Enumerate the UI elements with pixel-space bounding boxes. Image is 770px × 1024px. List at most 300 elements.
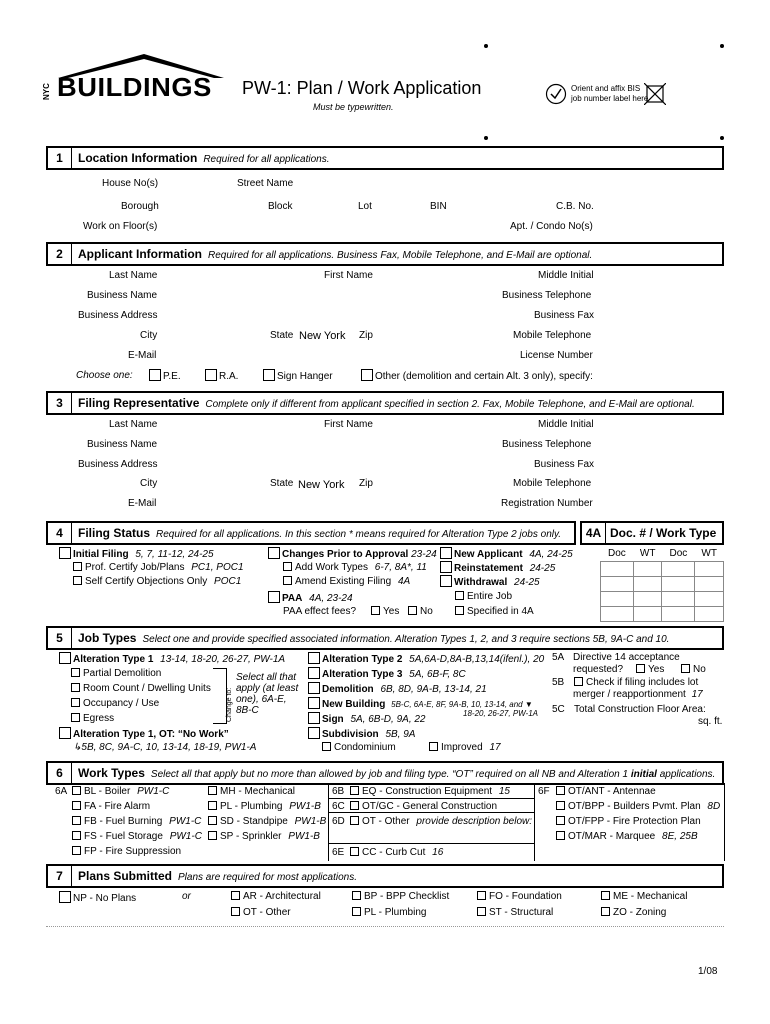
divider — [328, 812, 534, 813]
withdrawal-option[interactable] — [440, 575, 540, 588]
option-ref: 6B, 8D, 9A-B, 13-14, 21 — [380, 684, 487, 695]
5a-no[interactable] — [681, 664, 706, 675]
section-6-header — [46, 761, 724, 785]
np-option[interactable] — [59, 891, 136, 904]
eq-option[interactable] — [350, 786, 510, 797]
checkbox[interactable] — [352, 907, 361, 916]
option-label: NP - No Plans — [73, 893, 137, 904]
section-number: 2 — [48, 244, 72, 264]
checkbox[interactable] — [350, 816, 359, 825]
sign-option[interactable] — [308, 712, 426, 725]
option-label: OT - Other — [362, 816, 410, 827]
checkbox[interactable] — [308, 667, 320, 679]
checkbox[interactable] — [231, 891, 240, 900]
initial-filing-option[interactable] — [59, 547, 214, 560]
fo-option[interactable] — [477, 891, 562, 902]
section-note: Required for all applications. Business Fax, Mobile Telephone, and E-Mail are optional. — [208, 250, 593, 261]
section-title: Filing Representative — [78, 396, 200, 410]
5a-label: 5A — [552, 652, 565, 663]
paa-fee-label: PAA effect fees? — [283, 606, 357, 617]
section-title: Plans Submitted — [78, 869, 173, 883]
checkbox[interactable] — [308, 727, 320, 739]
section-5-header — [46, 626, 724, 650]
option-label: Alteration Type 1, OT: “No Work” — [73, 729, 229, 740]
reinstatement-option[interactable] — [440, 561, 555, 574]
option-label: OT/GC - General Construction — [362, 801, 498, 812]
option-ref: 5A,6A-D,8A-B,13,14(ifenl.), 20 — [409, 654, 545, 665]
checkbox[interactable] — [72, 846, 81, 855]
self-certify-option[interactable] — [73, 576, 241, 587]
checkbox[interactable] — [71, 683, 80, 692]
zip-label: Zip — [359, 478, 373, 489]
or-label: or — [182, 891, 191, 902]
demolition-option[interactable] — [308, 682, 487, 695]
checkbox[interactable] — [455, 591, 464, 600]
checkbox[interactable] — [283, 576, 292, 585]
option-label: Demolition — [322, 684, 374, 695]
checkbox[interactable] — [350, 801, 359, 810]
option-label: Amend Existing Filing — [295, 576, 392, 587]
bullet-dot — [484, 44, 488, 48]
cb-label: C.B. No. — [556, 201, 594, 212]
checkbox[interactable] — [440, 561, 452, 573]
house-no-label: House No(s) — [102, 178, 159, 189]
specified-4a-option[interactable] — [455, 606, 534, 617]
option-label: OT - Other — [243, 907, 291, 918]
option-label: P.E. — [163, 371, 181, 382]
condominium-option[interactable] — [322, 742, 396, 753]
city-label: City — [140, 478, 158, 489]
option-ref: 4A, 23-24 — [309, 593, 353, 604]
bl-option[interactable] — [72, 786, 169, 797]
option-label: AR - Architectural — [243, 891, 321, 902]
change-to-bracket — [213, 668, 227, 724]
ot-option[interactable] — [350, 816, 532, 827]
checkbox[interactable] — [636, 664, 645, 673]
page-title: PW-1: Plan / Work Application — [242, 78, 482, 98]
option-label: Egress — [83, 713, 115, 724]
subdivision-option[interactable] — [308, 727, 415, 740]
option-label: FB - Fuel Burning — [84, 816, 163, 827]
checkbox[interactable] — [73, 576, 82, 585]
checkbox[interactable] — [268, 591, 280, 603]
section-3-header — [46, 391, 724, 415]
checkbox[interactable] — [477, 891, 486, 900]
changes-prior-option[interactable] — [268, 547, 437, 560]
checkbox[interactable] — [308, 697, 320, 709]
option-ref: 24-25 — [529, 563, 556, 574]
option-label: Add Work Types — [295, 562, 368, 573]
lot-label: Lot — [358, 201, 372, 212]
option-label: FP - Fire Suppression — [84, 846, 182, 857]
change-to-label: Change to: — [226, 687, 233, 722]
business-address-label: Business Address — [78, 459, 158, 470]
state-label: State — [270, 478, 294, 489]
checkbox[interactable] — [477, 907, 486, 916]
registration-number-label: Registration Number — [501, 498, 593, 509]
choose-one-label: Choose one: — [76, 370, 133, 381]
option-label: Sign — [322, 714, 344, 725]
option-label: Sign Hanger — [277, 371, 333, 382]
other-option[interactable] — [361, 369, 593, 382]
checkbox[interactable] — [440, 547, 452, 559]
business-name-label: Business Name — [87, 439, 158, 450]
floors-label: Work on Floor(s) — [83, 221, 158, 232]
divider — [328, 783, 329, 861]
cc-option[interactable] — [350, 847, 443, 858]
checkbox[interactable] — [149, 369, 161, 381]
mobile-telephone-label: Mobile Telephone — [513, 478, 592, 489]
6e-label: 6E — [332, 847, 345, 858]
option-label: FA - Fire Alarm — [84, 801, 151, 812]
checkbox[interactable] — [440, 575, 452, 587]
bullet-dot — [720, 136, 724, 140]
section-title: Location Information — [78, 151, 198, 165]
5b-label: 5B — [552, 677, 565, 688]
divider — [46, 926, 724, 927]
bis-note-1: Orient and affix BIS — [571, 84, 641, 93]
sd-option[interactable] — [208, 816, 326, 827]
6b-label: 6B — [332, 786, 345, 797]
paa-fee-yes[interactable] — [371, 606, 399, 617]
checkbox[interactable] — [72, 831, 81, 840]
checkbox[interactable] — [371, 606, 380, 615]
improved-option[interactable] — [429, 742, 501, 753]
room-count-option[interactable] — [71, 683, 211, 694]
checkbox[interactable] — [283, 562, 292, 571]
section-title: Doc. # / Work Type — [610, 526, 717, 540]
option-ref: 4A — [397, 576, 411, 587]
section-note: Select one and provide specified associated information. Alteration Types 1, 2, and 3 require sections 5B, 9A-C and 10. — [142, 634, 670, 645]
section-4-header — [46, 521, 576, 545]
checkbox[interactable] — [72, 786, 81, 795]
option-ref: PW1-B — [288, 831, 320, 842]
section-1-header — [46, 146, 724, 170]
doc-work-type-table[interactable] — [600, 546, 724, 622]
option-label: Prof. Certify Job/Plans — [85, 562, 185, 573]
new-applicant-option[interactable] — [440, 547, 573, 560]
mobile-telephone-label: Mobile Telephone — [513, 330, 592, 341]
checkbox[interactable] — [601, 907, 610, 916]
option-label: Condominium — [334, 742, 396, 753]
checkbox[interactable] — [308, 712, 320, 724]
option-label: Partial Demolition — [83, 668, 162, 679]
section-note: Required for all applications. In this section * means required for Alteration Type 2 jobs only. — [156, 529, 562, 540]
ant-option[interactable] — [556, 786, 656, 797]
checkbox[interactable] — [556, 786, 565, 795]
option-ref: PW1-B — [294, 816, 327, 827]
section-note: Select all that apply but no more than allowed by job and filing type. “OT” required on all NB and Alteration 1 initial applications. — [150, 769, 716, 780]
checkbox[interactable] — [71, 713, 80, 722]
option-label: PL - Plumbing — [364, 907, 427, 918]
prof-certify-option[interactable] — [73, 562, 244, 573]
divider — [534, 783, 535, 861]
section-number: 3 — [48, 393, 72, 413]
fs-option[interactable] — [72, 831, 202, 842]
state-value[interactable]: New York — [298, 479, 345, 491]
checkbox[interactable] — [72, 816, 81, 825]
checkbox[interactable] — [208, 801, 217, 810]
option-label: Alteration Type 1 — [73, 654, 154, 665]
bp-option[interactable] — [352, 891, 449, 902]
checkbox[interactable] — [455, 606, 464, 615]
st-option[interactable] — [477, 907, 553, 918]
alt-type-3-option[interactable] — [308, 667, 466, 680]
email-label: E-Mail — [128, 350, 157, 361]
middle-initial-label: Middle Initial — [538, 270, 594, 281]
business-address-label: Business Address — [78, 310, 158, 321]
wt-header: WT — [701, 547, 717, 559]
checkbox[interactable] — [73, 562, 82, 571]
option-ref: 13-14, 18-20, 26-27, PW-1A — [160, 654, 286, 665]
option-label: MH - Mechanical — [220, 786, 296, 797]
section-number: 4 — [48, 523, 72, 543]
checkbox[interactable] — [208, 816, 217, 825]
option-label: Alteration Type 2 — [322, 654, 403, 665]
option-label: Room Count / Dwelling Units — [83, 683, 211, 694]
borough-label: Borough — [121, 201, 159, 212]
option-ref: 16 — [432, 847, 444, 858]
bin-label: BIN — [430, 201, 447, 212]
section-note: Complete only if different from applicant specified in section 2. Fax, Mobile Telephone, and E-Mail are optional. — [205, 399, 695, 410]
option-ref: 17 — [489, 742, 501, 753]
checkbox[interactable] — [322, 742, 331, 751]
option-label: No — [420, 606, 433, 617]
logo-text: BUILDINGS — [57, 72, 212, 102]
checkbox[interactable] — [408, 606, 417, 615]
option-label: Specified in 4A — [467, 606, 534, 617]
alt-type-1-ot-option[interactable] — [59, 727, 229, 740]
5c-unit: sq. ft. — [698, 716, 723, 727]
city-label: City — [140, 330, 158, 341]
pe-option[interactable] — [149, 369, 181, 382]
section-title: Job Types — [78, 631, 137, 645]
divider — [724, 783, 725, 861]
option-label: CC - Curb Cut — [362, 847, 426, 858]
last-name-label: Last Name — [109, 270, 158, 281]
option-label: No — [693, 664, 706, 675]
option-ref: POC1 — [214, 576, 242, 587]
checkbox[interactable] — [71, 698, 80, 707]
option-label: Occupancy / Use — [83, 698, 160, 709]
business-fax-label: Business Fax — [534, 459, 595, 470]
5c-label: 5C — [552, 704, 565, 715]
option-label: OT/ANT - Antennae — [568, 786, 656, 797]
option-ref: 4A, 24-25 — [529, 549, 573, 560]
option-label: Initial Filing — [73, 549, 129, 560]
ot-plan-option[interactable] — [231, 907, 291, 918]
6c-label: 6C — [332, 801, 345, 812]
pl-option[interactable] — [208, 801, 321, 812]
6f-label: 6F — [538, 786, 550, 797]
checkbox[interactable] — [205, 369, 217, 381]
mh-option[interactable] — [208, 786, 295, 797]
option-ref: provide description below: — [416, 816, 533, 827]
option-ref: 5B-C, 6A-E, 8F, 9A-B, 10, 13-14, and ▼ — [391, 700, 533, 709]
5b-option[interactable] — [574, 677, 698, 688]
section-number: 4A — [582, 523, 606, 543]
checkbox[interactable] — [429, 742, 438, 751]
otgc-option[interactable] — [350, 801, 497, 812]
occupancy-option[interactable] — [71, 698, 159, 709]
select-all-note: Select all that apply (at least one), 6A-E, 8B-C — [236, 672, 299, 716]
option-label: ST - Structural — [489, 907, 554, 918]
me-option[interactable] — [601, 891, 687, 902]
option-ref: 5A, 6B-F, 8C — [409, 669, 466, 680]
page-number: 1/08 — [698, 966, 718, 977]
business-name-label: Business Name — [87, 290, 158, 301]
section-title: Applicant Information — [78, 247, 202, 261]
paa-option[interactable] — [268, 591, 353, 604]
option-ref: 5A, 6B-D, 9A, 22 — [350, 714, 426, 725]
checkbox[interactable] — [231, 907, 240, 916]
checkbox[interactable] — [59, 891, 71, 903]
option-label: PL - Plumbing — [220, 801, 283, 812]
bis-note-2: job number label here — [571, 94, 649, 103]
divider — [328, 843, 534, 844]
checkbox[interactable] — [268, 547, 280, 559]
option-label: FO - Foundation — [489, 891, 562, 902]
ar-option[interactable] — [231, 891, 321, 902]
fa-option[interactable] — [72, 801, 150, 812]
egress-option[interactable] — [71, 713, 114, 724]
fpp-option[interactable] — [556, 816, 701, 827]
option-label: New Applicant — [454, 549, 523, 560]
option-label: BL - Boiler — [84, 786, 131, 797]
alt-type-2-option[interactable] — [308, 652, 544, 665]
block-label: Block — [268, 201, 293, 212]
checkbox[interactable] — [208, 831, 217, 840]
5a-question: requested? — [573, 664, 624, 675]
middle-initial-label: Middle Initial — [538, 419, 594, 430]
section-number: 6 — [48, 763, 72, 783]
option-ref: 5, 7, 11-12, 24-25 — [135, 549, 214, 560]
paa-fee-no[interactable] — [408, 606, 433, 617]
checkbox[interactable] — [350, 847, 359, 856]
option-label: New Building — [322, 699, 386, 710]
option-ref: 5B, 9A — [385, 729, 416, 740]
email-label: E-Mail — [128, 498, 157, 509]
apt-label: Apt. / Condo No(s) — [510, 221, 593, 232]
option-label: Withdrawal — [454, 577, 508, 588]
option-ref: 8D — [707, 801, 721, 812]
option-label: OT/FPP - Fire Protection Plan — [568, 816, 701, 827]
5b-text-2: merger / reapportionment 17 — [573, 689, 703, 700]
option-label: SP - Sprinkler — [220, 831, 282, 842]
checkbox[interactable] — [361, 369, 373, 381]
checkbox[interactable] — [263, 369, 275, 381]
entire-job-option[interactable] — [455, 591, 512, 602]
pl-plan-option[interactable] — [352, 907, 426, 918]
checkbox[interactable] — [556, 801, 565, 810]
6d-label: 6D — [332, 816, 345, 827]
checkbox[interactable] — [556, 816, 565, 825]
mar-option[interactable] — [556, 831, 698, 842]
page-subtitle: Must be typewritten. — [313, 102, 394, 112]
checkbox[interactable] — [352, 891, 361, 900]
option-label: Changes Prior to Approval — [282, 549, 409, 560]
zo-option[interactable] — [601, 907, 666, 918]
bpp-option[interactable] — [556, 801, 720, 812]
amend-existing-option[interactable] — [283, 576, 410, 587]
option-ref: 24-25 — [514, 577, 540, 588]
section-2-header — [46, 242, 724, 266]
option-label: OT/MAR - Marquee — [568, 831, 656, 842]
option-ref: 23-24 — [411, 549, 437, 560]
option-label: Check if filing includes lot — [586, 677, 699, 688]
checkbox[interactable] — [71, 668, 80, 677]
option-label: EQ - Construction Equipment — [362, 786, 493, 797]
crossed-box-icon — [644, 83, 666, 105]
checkbox[interactable] — [59, 547, 71, 559]
bullet-dot — [484, 136, 488, 140]
zip-label: Zip — [359, 330, 373, 341]
checkbox[interactable] — [601, 891, 610, 900]
section-number: 1 — [48, 148, 72, 168]
fb-option[interactable] — [72, 816, 201, 827]
alt-type-1-ot-ref: ↳5B, 8C, 9A-C, 10, 13-14, 18-19, PW1-A — [73, 742, 257, 753]
fp-option[interactable] — [72, 846, 181, 857]
first-name-label: First Name — [324, 419, 373, 430]
wt-header: WT — [639, 547, 656, 559]
option-ref: 15 — [498, 786, 510, 797]
checkbox[interactable] — [574, 677, 583, 686]
checkbox[interactable] — [681, 664, 690, 673]
section-4a-header — [580, 521, 724, 545]
checkbox[interactable] — [308, 682, 320, 694]
option-label: Improved — [441, 742, 483, 753]
option-label: BP - BPP Checklist — [364, 891, 450, 902]
section-note: Required for all applications. — [203, 154, 330, 165]
checkbox[interactable] — [556, 831, 565, 840]
alt-type-1-option[interactable] — [59, 652, 285, 665]
ra-option[interactable] — [205, 369, 238, 382]
checkbox[interactable] — [59, 652, 71, 664]
section-number: 5 — [48, 628, 72, 648]
option-label: Entire Job — [467, 591, 513, 602]
checkbox[interactable] — [72, 801, 81, 810]
option-label: R.A. — [219, 371, 239, 382]
bullet-dot — [720, 44, 724, 48]
doc-header: Doc — [608, 547, 626, 559]
option-label: Self Certify Objections Only — [85, 576, 208, 587]
state-value[interactable]: New York — [299, 330, 346, 342]
checkbox[interactable] — [308, 652, 320, 664]
option-ref: PC1, POC1 — [191, 562, 244, 573]
option-label: Reinstatement — [454, 563, 523, 574]
option-ref: PW1-C — [169, 816, 202, 827]
checkbox[interactable] — [208, 786, 217, 795]
business-telephone-label: Business Telephone — [502, 439, 592, 450]
section-number: 7 — [48, 866, 72, 886]
option-ref: 6-7, 8A*, 11 — [374, 562, 427, 573]
sign-hanger-option[interactable] — [263, 369, 333, 382]
option-label: ZO - Zoning — [613, 907, 667, 918]
checkbox[interactable] — [59, 727, 71, 739]
checkbox[interactable] — [350, 786, 359, 795]
state-label: State — [270, 330, 294, 341]
section-7-header — [46, 864, 724, 888]
partial-demolition-option[interactable] — [71, 668, 161, 679]
sp-option[interactable] — [208, 831, 320, 842]
add-work-types-option[interactable] — [283, 562, 427, 573]
option-label: Yes — [383, 606, 400, 617]
5a-yes[interactable] — [636, 664, 664, 675]
logo-prefix: NYC — [42, 83, 51, 100]
option-ref: 8E, 25B — [662, 831, 698, 842]
option-label: Yes — [648, 664, 665, 675]
section-title: Work Types — [78, 766, 145, 780]
